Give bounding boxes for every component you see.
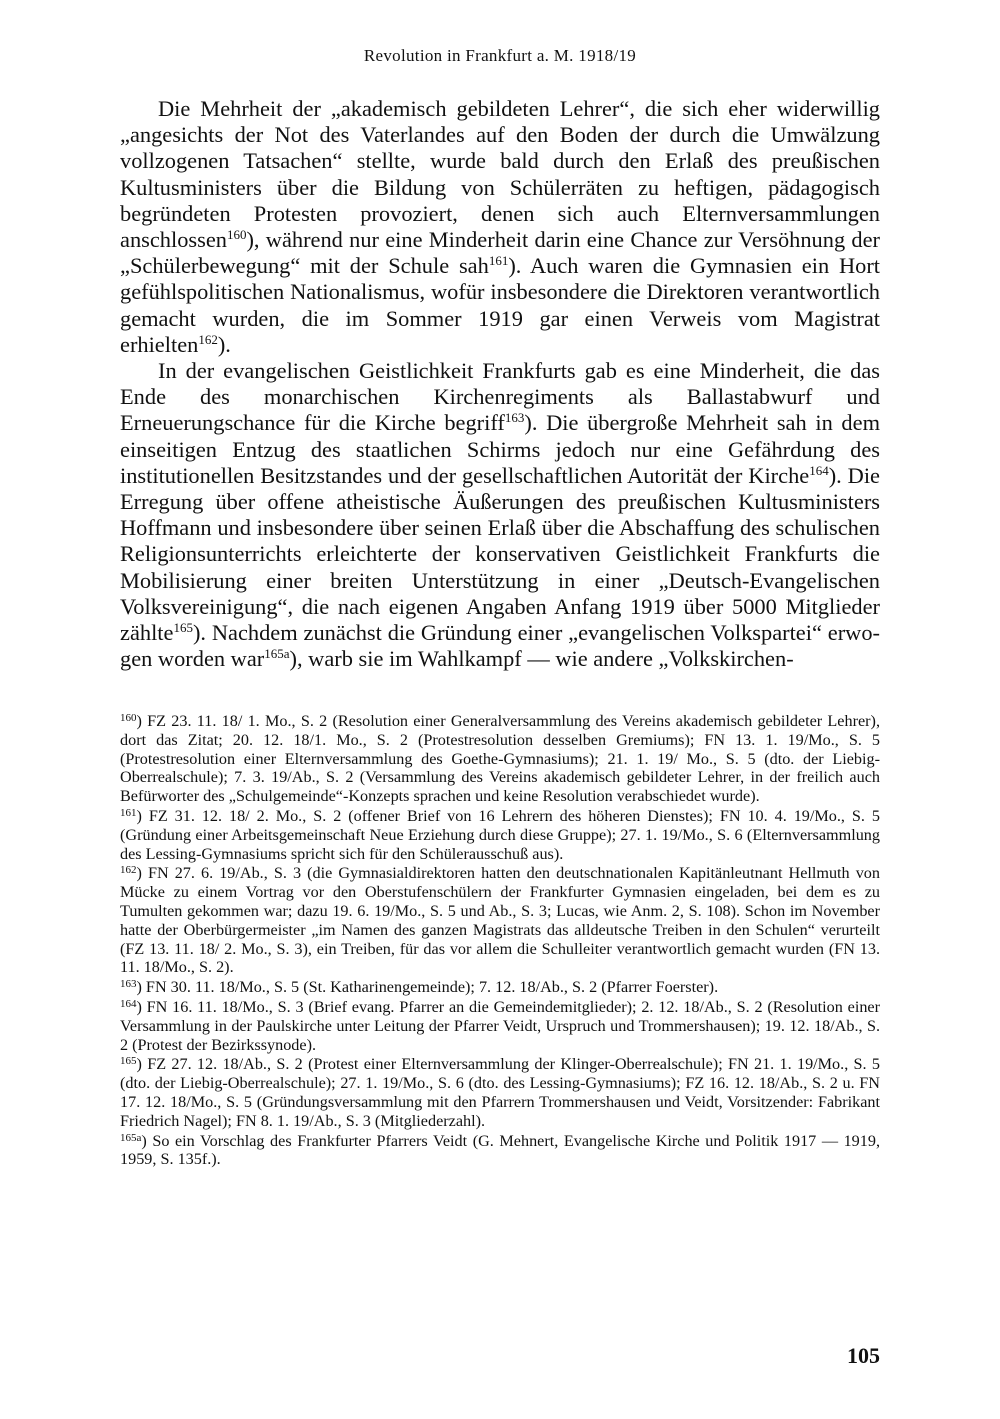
footnote-ref-164: 164	[809, 462, 829, 478]
footnote-162	[120, 864, 880, 977]
footnote-161	[120, 807, 880, 863]
footnote-number: 161	[120, 806, 137, 819]
footnote-number: 162	[120, 864, 137, 877]
footnote-ref-165a: 165a	[264, 646, 290, 662]
footnote-text: ) FZ 31. 12. 18/ 2. Mo., S. 2 (offener Brief von 16 Lehrern des höheren Dienstes); FN 10. 4. 19/Mo., S. 5 (Gründung einer Arbeitsgemeinschaft Neue Erziehung durch diese Gruppe); 27. 1. 19/Mo., S. 6 (Elternversammlung des Lessing-Gymnasiums spricht sich für den Schülerausschuß aus).	[120, 806, 880, 863]
footnotes	[120, 712, 880, 1170]
running-header: Revolution in Frankfurt a. M. 1918/19	[363, 46, 637, 65]
paragraph-2-part-5: ), warb sie im Wahlkampf — wie andere „Volkskirchen-	[289, 646, 794, 672]
footnote-number: 160	[120, 712, 137, 724]
footnote-text: ) FZ 23. 11. 18/ 1. Mo., S. 2 (Resolution einer Generalversammlung des Vereins akademisch gebildeter Lehrer), dort das Zitat; 20. 12. 18/1. Mo., S. 2 (Protestresolution desselben Gremiums); FN 13. 1. 19/Mo., S. 5 (Protestresolution einer Elternversammlung des Goethe-Gymnasiums); 21. 1. 19/ Mo., S. 5 (dto. der Liebig-Oberrealschule); 7. 3. 19/Ab., S. 2 (Versammlung des Vereins akademisch gebildeter Lehrer, in der freilich auch Befürworter des „Schulgemeinde“-Konzepts sprachen und keine Resolution verabschiedet wurde).	[120, 712, 880, 806]
paragraph-1-part-3: ). Auch waren die Gymnasien ein Hort gefühlspolitischen Nationalismus, wofür insbesondere die Direktoren verantwortlich gemacht wurden, die im Sommer 1919 gar einen Verweis vom Magistrat erhielten	[120, 253, 881, 357]
footnote-ref-161: 161	[488, 253, 509, 269]
footnote-text: ) FN 16. 11. 18/Mo., S. 3 (Brief evang. Pfarrer an die Gemeindemitglieder); 2. 12. 18/Ab., S. 2 (Resolution einer Versammlung in der Paulskirche unter Leitung der Pfarrer Veidt, Urspruch und Trommershausen); 19. 12. 18/Ab., S. 2 (Protest der Bezirkssynode).	[120, 997, 880, 1054]
footnote-ref-165: 165	[173, 620, 193, 636]
footnote-164	[120, 998, 880, 1054]
footnote-number: 163	[120, 978, 137, 991]
page-number: 105	[847, 1343, 880, 1368]
footnote-ref-162: 162	[198, 331, 218, 347]
paragraph-2-part-1: In der evangelischen Geistlichkeit Frankfurts gab es eine Minderheit, die das Ende des monarchischen Kirchenregiments als Ballastabwurf und Erneuerungschance für die Kirche begriff	[120, 358, 880, 436]
footnote-160	[120, 712, 880, 806]
footnote-text: ) FN 27. 6. 19/Ab., S. 3 (die Gymnasialdirektoren hatten den deutschnationalen Kapitänleutnant Hellmuth von Mücke zu einem Vortrag vor den Oberstufenschülern der Frankfurter Gymnasien eingeladen, bei dem es zu Tumulten gekommen war; dazu 19. 6. 19/Mo., S. 5 und Ab., S. 3; Lucas, wie Anm. 2, S. 108). Schon im November hatte der Oberbürgermeister „im Namen des ganzen Magistrats das alldeutsche Treiben in den Schulen“ verurteilt (FZ 13. 11. 18/ 2. Mo., S. 3), ein Treiben, für das vor allem die Schulleiter verantwortlich gemacht wurden (FN 13. 11. 18/Mo., S. 2).	[120, 864, 880, 977]
footnote-ref-160: 160	[226, 227, 247, 243]
footnote-text: ) FZ 27. 12. 18/Ab., S. 2 (Protest einer Elternversammlung der Klinger-Oberrealschule); FN 21. 1. 19/Mo., S. 5 (dto. der Liebig-Oberrealschule); 27. 1. 19/Mo., S. 6 (dto. des Lessing-Gymnasiums); FZ 16. 12. 18/Ab., S. 2 u. FN 17. 12. 18/Mo., S. 5 (Gründungsversammlung mit den Pfarrern Trommershausen und Veidt, Vorsitzender: Fabrikant Friedrich Nagel); FN 8. 1. 19/Ab., S. 3 (Mitgliederzahl).	[120, 1055, 880, 1130]
footnote-ref-163: 163	[504, 410, 525, 426]
footnote-text: ) So ein Vorschlag des Frankfurter Pfarrers Veidt (G. Mehnert, Evangelische Kirche und Politik 1917 — 1919, 1959, S. 135f.).	[120, 1131, 880, 1169]
footnote-number: 165	[120, 1055, 137, 1068]
footnote-163	[120, 978, 880, 997]
paragraph-2	[120, 358, 880, 672]
footnote-text: ) FN 30. 11. 18/Mo., S. 5 (St. Katharinengemeinde); 7. 12. 18/Ab., S. 2 (Pfarrer Foerster).	[136, 978, 719, 997]
footnote-number: 164	[120, 997, 137, 1010]
paragraph-1	[120, 96, 880, 358]
paragraph-1-part-2: ), während nur eine Minderheit darin eine Chance zur Versöhnung der „Schülerbewegung“ mit der Schule sah	[120, 227, 880, 279]
paragraph-2-part-3: ). Die Erregung über offene atheistische Äußerungen des preußischen Kultusministers Hoffmann und insbesondere über seinen Erlaß über die Abschaffung des schulischen Religionsunterrichts erleichterte der konservativen Geistlichkeit Frankfurts die Mobilisierung einer breiten Unterstützung in einer „Deutsch-Evangelischen Volksvereinigung“, die nach eigenen Angaben Anfang 1919 über 5000 Mitglieder zählte	[120, 462, 880, 646]
footnote-165	[120, 1055, 880, 1130]
paragraph-1-part-4: ).	[217, 331, 231, 357]
paragraph-2-part-2: ). Die übergroße Mehrheit sah in dem einseitigen Entzug des staatlichen Schirms jedoch nur eine Gefährdung des institutionellen Besitzstandes und der gesellschaftlichen Autorität der Kirche	[120, 410, 880, 488]
footnote-165a	[120, 1132, 880, 1170]
paragraph-1-part-1: Die Mehrheit der „akademisch gebildeten Lehrer“, die sich eher widerwillig „angesichts der Not des Vaterlandes auf den Boden der durch die Umwälzung vollzogenen Tatsachen“ stellte, wurde bald durch den Erlaß des preußischen Kultusministers über die Bildung von Schülerräten zu heftigen, pädagogisch begründeten Protesten provoziert, denen sich auch Elternversammlungen anschlossen	[120, 96, 880, 253]
paragraph-2-part-4: ). Nachdem zunächst die Gründung einer „evangelischen Volkspartei“ erwogen worden war	[120, 620, 880, 672]
footnote-number: 165a	[120, 1131, 142, 1144]
main-text	[120, 96, 880, 672]
